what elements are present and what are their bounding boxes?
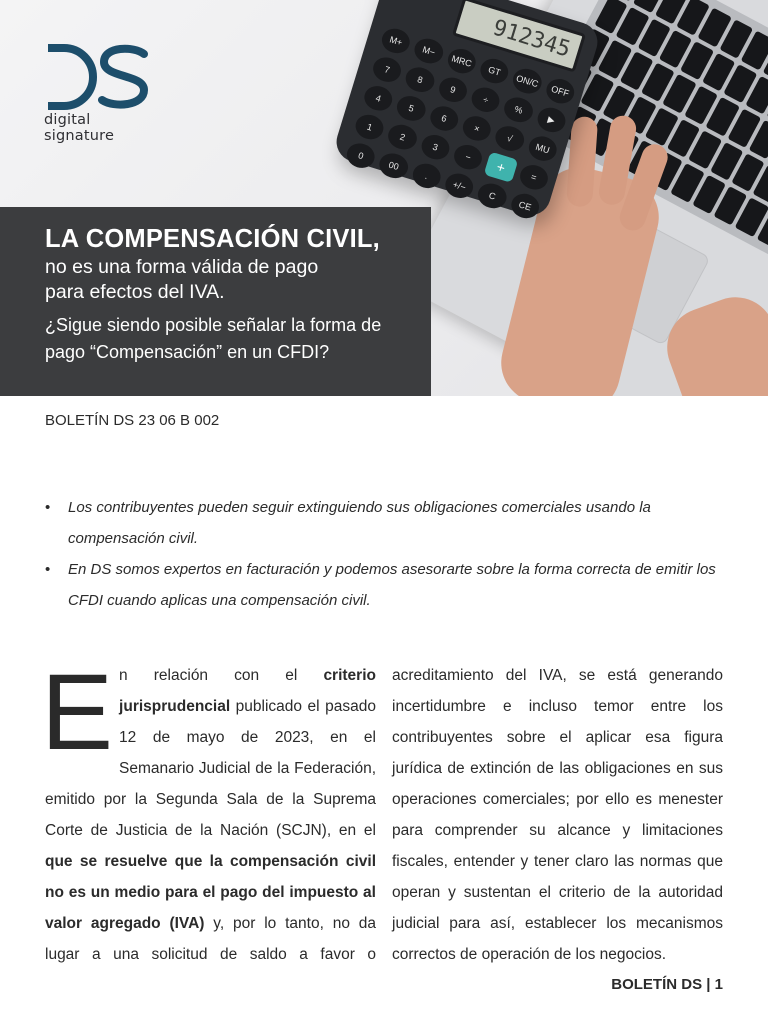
title-box <box>0 207 431 396</box>
article-text: publicado el pasado 12 de mayo de 2023, en el Semanario Judicial de la Federación, emitido por la Segunda Sala de la Suprema Corte de Justicia de la Nación (SCJN), en el <box>45 698 376 839</box>
drop-cap: E <box>41 651 114 772</box>
bullet-item: • Los contribuyentes pueden seguir extinguiendo sus obligaciones comerciales usando la compensación civil. <box>45 492 725 554</box>
title-question <box>45 312 431 366</box>
hero-banner <box>0 0 768 396</box>
summary-bullets <box>45 492 725 616</box>
title-sub-line-1: no es una forma válida de pago <box>45 256 319 278</box>
footer-label: BOLETÍN DS <box>611 976 703 993</box>
page-footer <box>611 976 723 993</box>
title-sub-line-2: para efectos del IVA. <box>45 281 225 303</box>
article-bold-text: que se resuelve que la compensación civil no es un medio para el pago del impuesto al valor agregado (IVA) <box>45 853 376 932</box>
calculator-display: 912345 <box>452 0 586 73</box>
title-question-line-1: ¿Sigue siendo posible señalar la forma de <box>45 315 382 335</box>
footer-separator: | <box>706 976 711 993</box>
article-columns <box>41 651 723 970</box>
title-question-line-2: pago “Compensación” en un CFDI? <box>45 342 330 362</box>
calculator-keys: M+ M− MRC GT ON/C OFF 7 8 9 ÷ % ▶ 4 5 6 × √ MU 1 2 3 − + = 0 00 . +/− C CE <box>348 25 577 208</box>
ds-logo-mark-icon <box>44 44 150 110</box>
article-column-left <box>41 651 723 970</box>
page-number: 1 <box>714 976 723 993</box>
ds-logo <box>44 44 164 144</box>
article-bold-text: criterio jurisprudencial <box>119 667 376 715</box>
bulletin-code: BOLETÍN DS 23 06 B 002 <box>45 412 220 429</box>
article-text: n relación con el <box>119 667 324 684</box>
article-text: y, por lo tanto, no da lugar a una solicitud de saldo a favor o acreditamiento del IVA, se está generando incertidumbre e incluso temor entre los contribuyentes sobre el aplicar esa figura jurídica de extinción de las obligaciones en sus operaciones comerciales; por ello es menester para comprender su alcance y limitaciones fiscales, entender y tener claro las normas que operan y sustentan el criterio de la autoridad judicial para así, establecer los mecanismos correctos de operación de los negocios. <box>45 667 723 963</box>
logo-text: digital signature <box>44 112 115 144</box>
page-title: LA COMPENSACIÓN CIVIL, <box>45 225 380 253</box>
bullet-item: • En DS somos expertos en facturación y podemos asesorarte sobre la forma correcta de emitir los CFDI cuando aplicas una compensación civil. <box>45 554 725 616</box>
